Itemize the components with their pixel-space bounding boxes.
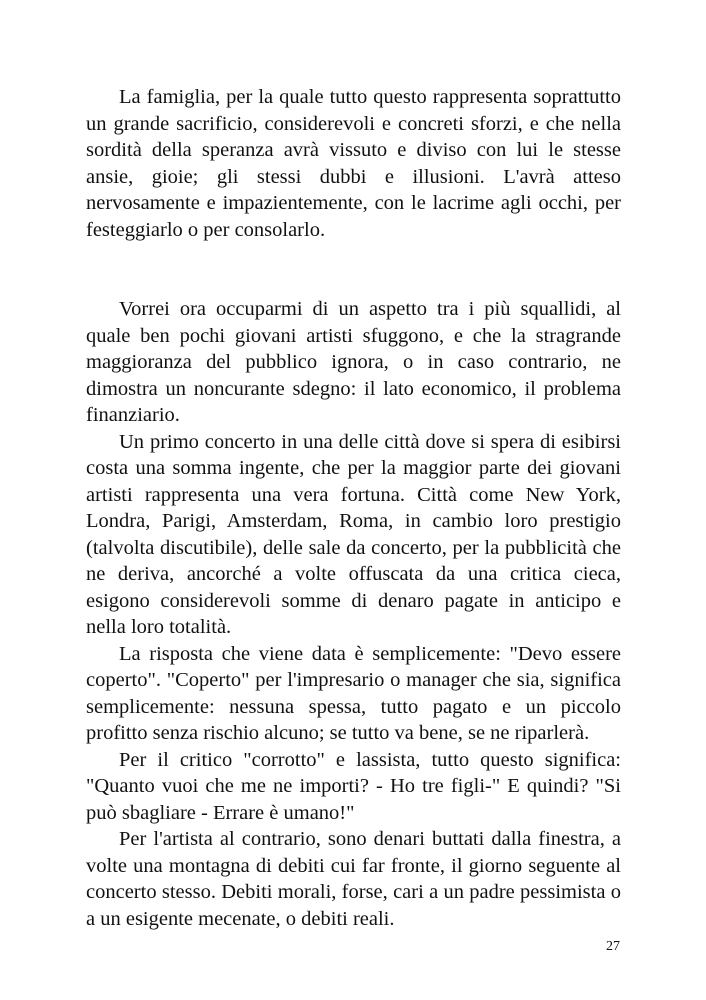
page-body xyxy=(86,84,621,932)
section-break xyxy=(86,243,621,296)
paragraph-family: La famiglia, per la quale tutto questo rappresenta soprattutto un grande sacrificio, considerevoli e concreti sforzi, e che nella sordità della speranza avrà vissuto e diviso con lui le stesse ansie, gioie; gli stessi dubbi e illusioni. L'avrà atteso nervosamente e impazientemente, con le lacrime agli occhi, per festeggiarlo o per consolarlo. xyxy=(86,86,621,241)
paragraph-covered-answer: La risposta che viene data è semplicemente: "Devo essere coperto". "Coperto" per l'impresario o manager che sia, significa semplicemente: nessuna spessa, tutto pagato e un piccolo profitto senza rischio alcuno; se tutto va bene, se ne riparlerà. xyxy=(86,642,621,744)
paragraph-first-concert: Un primo concerto in una delle città dove si spera di esibirsi costa una somma ingente, che per la maggior parte dei giovani artisti rappresenta una vera fortuna. Città come New York, Londra, Parigi, Amsterdam, Roma, in cambio loro prestigio (talvolta discutibile), delle sale da concerto, per la pubblicità che ne deriva, ancorché a volte offuscata da una critica cieca, esigono considerevoli somme di denaro pagate in anticipo e nella loro totalità. xyxy=(86,430,621,638)
paragraph-critic: Per il critico "corrotto" e lassista, tutto questo significa: "Quanto vuoi che me ne importi? - Ho tre figli-" E quindi? "Si può sbagliare - Errare è umano!" xyxy=(86,748,621,824)
page-number: 27 xyxy=(606,939,620,954)
paragraph-financial-aspect: Vorrei ora occuparmi di un aspetto tra i più squallidi, al quale ben pochi giovani artisti sfuggono, e che la stragrande maggioranza del pubblico ignora, o in caso contrario, ne dimostra un noncurante sdegno: il lato economico, il problema finanziario. xyxy=(86,298,621,426)
paragraph-artist-debts: Per l'artista al contrario, sono denari buttati dalla finestra, a volte una montagna di debiti cui far fronte, il giorno seguente al concerto stesso. Debiti morali, forse, cari a un padre pessimista o a un esigente mecenate, o debiti reali. xyxy=(86,828,621,930)
